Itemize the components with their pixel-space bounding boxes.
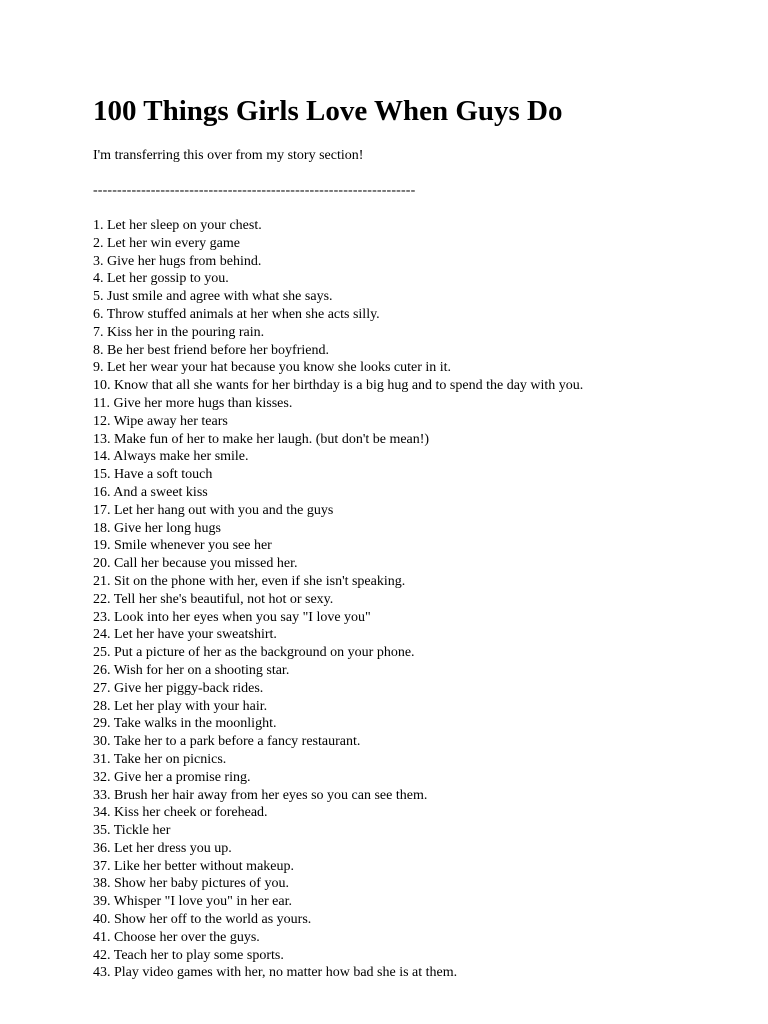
list-item: 37. Like her better without makeup. <box>93 858 294 874</box>
list-item: 14. Always make her smile. <box>93 449 249 465</box>
intro-text: I'm transferring this over from my story section! <box>93 148 364 163</box>
list-item: 30. Take her to a park before a fancy restaurant. <box>93 734 361 750</box>
list-item: 2. Let her win every game <box>93 235 240 251</box>
list-item: 43. Play video games with her, no matter how bad she is at them. <box>93 965 458 981</box>
list-item: 6. Throw stuffed animals at her when she acts silly. <box>93 306 380 322</box>
list-item: 32. Give her a promise ring. <box>93 769 251 785</box>
list-item: 29. Take walks in the moonlight. <box>93 716 277 732</box>
list-item: 17. Let her hang out with you and the guys <box>93 502 334 518</box>
list-item: 26. Wish for her on a shooting star. <box>93 662 290 678</box>
list-item: 27. Give her piggy-back rides. <box>93 680 264 696</box>
list-item: 40. Show her off to the world as yours. <box>93 912 312 928</box>
list-item: 38. Show her baby pictures of you. <box>93 876 289 892</box>
list-item: 19. Smile whenever you see her <box>93 538 272 554</box>
list-item: 23. Look into her eyes when you say "I love you" <box>93 609 371 625</box>
list-item: 21. Sit on the phone with her, even if she isn't speaking. <box>93 573 406 589</box>
list-item: 7. Kiss her in the pouring rain. <box>93 324 265 340</box>
list-item: 31. Take her on picnics. <box>93 751 227 767</box>
list-item: 10. Know that all she wants for her birthday is a big hug and to spend the day with you. <box>93 378 584 394</box>
list-item: 11. Give her more hugs than kisses. <box>93 395 293 411</box>
list-item: 39. Whisper "I love you" in her ear. <box>93 894 292 910</box>
list-item: 33. Brush her hair away from her eyes so you can see them. <box>93 787 428 803</box>
list-item: 18. Give her long hugs <box>93 520 221 536</box>
list-item: 34. Kiss her cheek or forehead. <box>93 805 268 821</box>
list-item: 9. Let her wear your hat because you know she looks cuter in it. <box>93 360 452 376</box>
list-item: 13. Make fun of her to make her laugh. (but don't be mean!) <box>93 431 430 447</box>
list-item: 3. Give her hugs from behind. <box>93 253 262 269</box>
document-title: 100 Things Girls Love When Guys Do <box>93 95 563 127</box>
list-item: 4. Let her gossip to you. <box>93 271 229 287</box>
list-item: 25. Put a picture of her as the background on your phone. <box>93 645 415 661</box>
list-item: 15. Have a soft touch <box>93 467 213 483</box>
list-item: 35. Tickle her <box>93 823 171 839</box>
list-item: 20. Call her because you missed her. <box>93 556 298 572</box>
list-item: 22. Tell her she's beautiful, not hot or sexy. <box>93 591 334 607</box>
list-item: 12. Wipe away her tears <box>93 413 228 429</box>
dashed-divider: ------------------------------------------------------------------- <box>93 183 416 198</box>
list-item: 1. Let her sleep on your chest. <box>93 218 262 233</box>
list-item: 8. Be her best friend before her boyfriend. <box>93 342 329 358</box>
list-item: 41. Choose her over the guys. <box>93 929 260 945</box>
list-item: 42. Teach her to play some sports. <box>93 947 284 963</box>
list-item: 16. And a sweet kiss <box>93 484 208 500</box>
list-item: 24. Let her have your sweatshirt. <box>93 627 277 643</box>
list-item: 36. Let her dress you up. <box>93 840 232 856</box>
numbered-list <box>93 217 583 982</box>
list-item: 28. Let her play with your hair. <box>93 698 268 714</box>
list-item: 5. Just smile and agree with what she says. <box>93 289 333 305</box>
